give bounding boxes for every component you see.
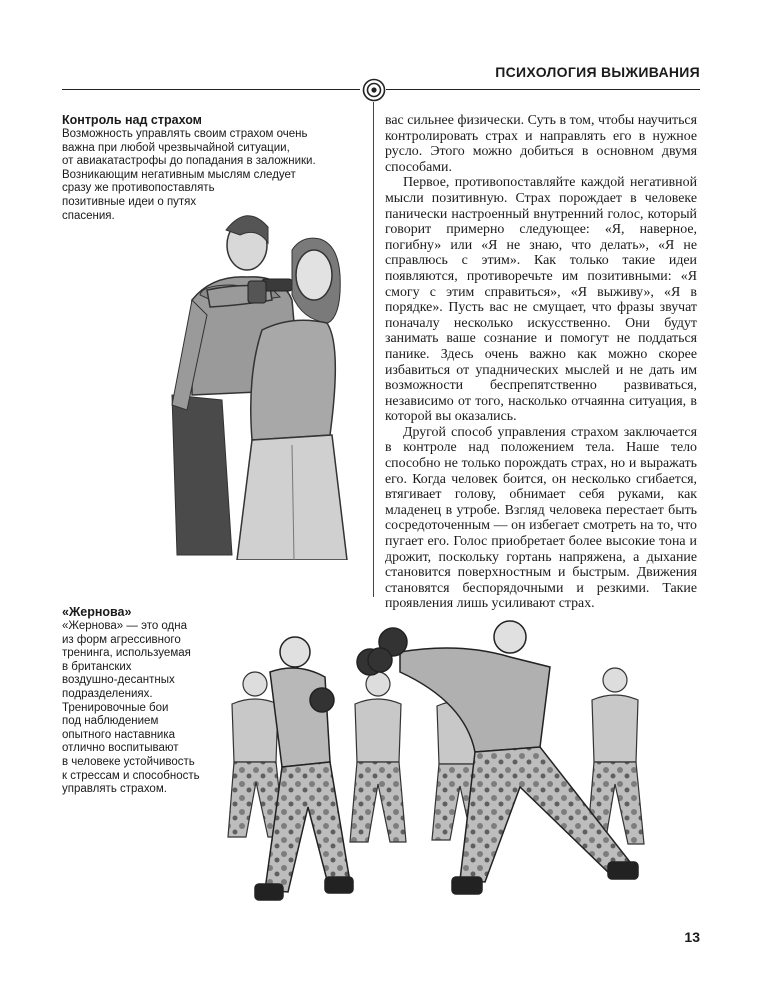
main-text-column [385,113,697,612]
paragraph: вас сильнее физически. Суть в том, чтобы научиться контролировать страх и направлять его в нужное русло. Этого можно добиться в основном двумя способами. [385,113,697,175]
sidebar-fear-line: сразу же противопоставлять [62,182,215,195]
sidebar-millstones-line: к стрессам и способность [62,769,200,782]
sidebar-fear-line: важна при любой чрезвычайной ситуации, [62,141,290,154]
page-number: 13 [684,929,700,945]
sidebar-fear-line: спасения. [62,209,115,222]
sidebar-millstones-line: в британских [62,660,132,673]
sidebar-millstones [62,604,200,797]
column-divider [373,102,374,597]
sidebar-fear-line: Возможность управлять своим страхом очень [62,128,308,140]
sidebar-millstones-line: «Жернова» — это одна [62,620,188,632]
sidebar-millstones-line: опытного наставника [62,728,176,741]
sidebar-millstones-line: в человеке устойчивость [62,755,195,768]
training-fight-illustration [210,612,700,927]
sidebar-fear-line: Возникающим негативным мыслям следует [62,168,296,181]
hostage-illustration [152,205,362,560]
target-ornament-icon [362,78,386,102]
sidebar-millstones-line: управлять страхом. [62,783,167,796]
sidebar-millstones-title: «Жернова» [62,605,132,619]
sidebar-millstones-line: тренинга, используемая [62,647,191,660]
sidebar-millstones-line: отлично воспитывают [62,742,179,755]
sidebar-millstones-line: Тренировочные бои [62,701,169,714]
header-rule-left [62,89,360,90]
sidebar-millstones-line: под наблюдением [62,715,159,728]
sidebar-fear-title: Контроль над страхом [62,113,202,127]
sidebar-millstones-line: воздушно-десантных [62,674,175,687]
sidebar-fear-line: позитивные идеи о путях [62,195,197,208]
running-header-title: ПСИХОЛОГИЯ ВЫЖИВАНИЯ [495,64,700,80]
paragraph: Другой способ управления страхом заключается в контроле над положением тела. Наше тело способно не только порождать страх, но и выражать его. Когда человек боится, он несколько сгибается, втягивает голову, обнимает себя руками, как младенец в утробе. Взгляд человека перестает быть сосредоточенным — он избегает смотреть на то, что пугает его. Голос приобретает более высокие тона и дрожит, поскольку гортань напряжена, а дыхание становится поверхностным и быстрым. Движения становятся беспорядочными и резкими. Такие проявления лишь усиливают страх. [385,424,697,612]
sidebar-millstones-line: подразделениях. [62,687,153,700]
header-rule-right [386,89,700,90]
sidebar-fear-line: от авиакатастрофы до попадания в заложники. [62,155,316,168]
sidebar-millstones-line: из форм агрессивного [62,633,181,646]
paragraph: Первое, противопоставляйте каждой негативной мысли позитивную. Страх порождает в человеке панически настроенный внутренний голос, который говорит примерно следующее: «Я, наверное, погибну» или «Я не знаю, что делать», «Я не справлюсь с этим». Как только такие идеи появляются, противоречьте им позитивными: «Я смогу с этим справиться», «Я выживу», «Я в порядке». Пусть вас не смущает, что фразы звучат поначалу несколько искусственно. Они будут занимать ваше сознание и помогут не поддаться панике. Здесь очень важно как можно скорее избавиться от упаднических мыслей и не дать им возможности беспрепятственно развиваться, независимо от того, насколько отчаянна ситуация, в которой вы оказались. [385,175,697,425]
